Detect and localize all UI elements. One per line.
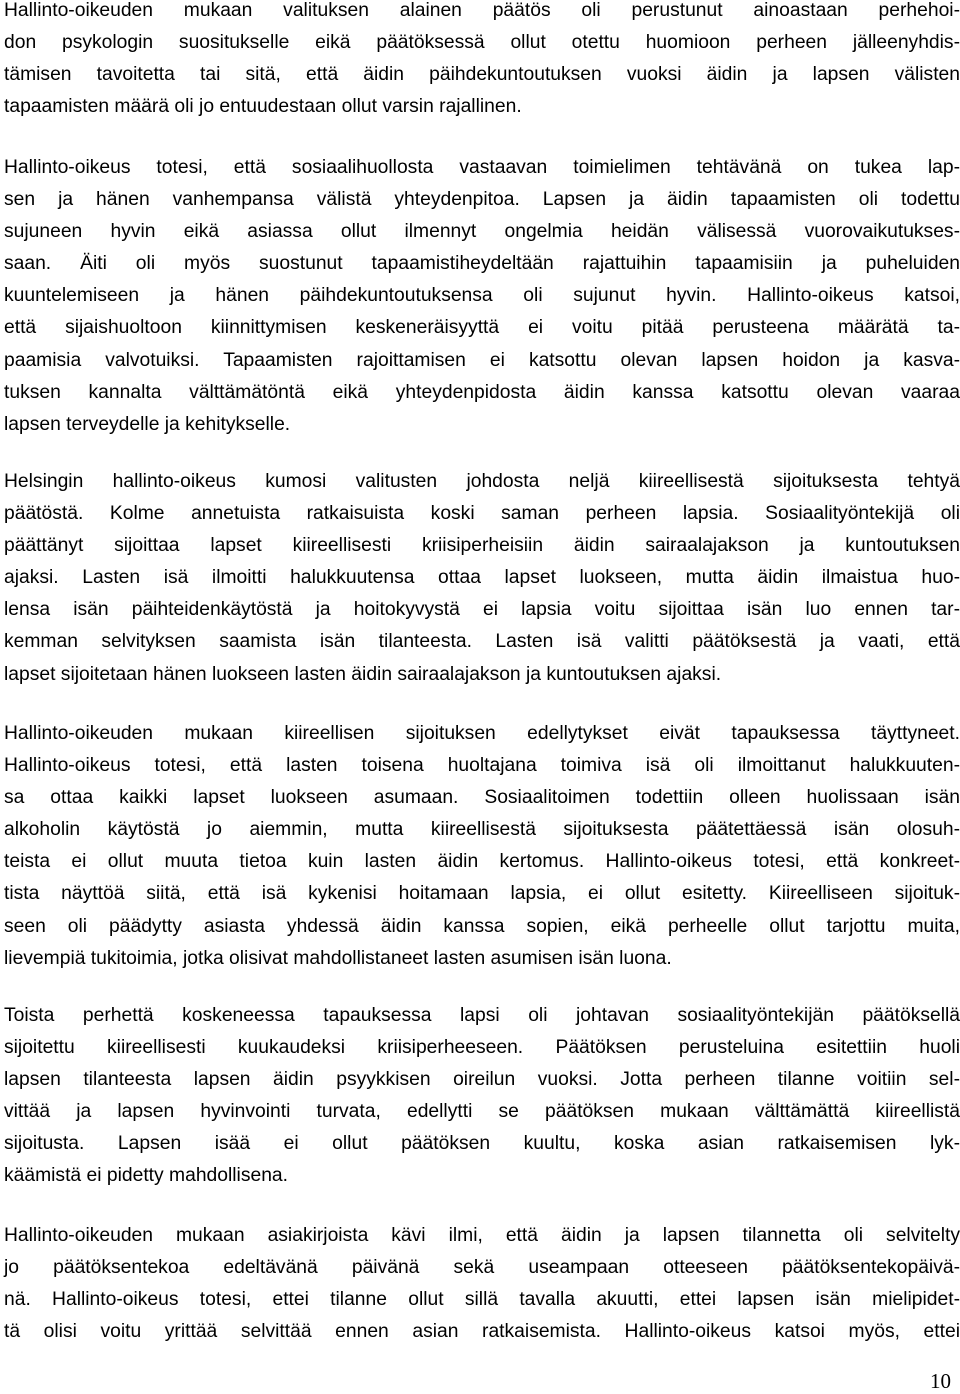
text-line: vittää ja lapsen hyvinvointi turvata, edellytti se päätöksen mukaan välttämättä kiireellistä (4, 1101, 960, 1123)
paragraph-6 (4, 1220, 960, 1348)
text-line: Hallinto-oikeuden mukaan valituksen alainen päätös oli perustunut ainoastaan perhehoi- (4, 0, 960, 21)
text-line: sa ottaa kaikki lapset luokseen asumaan. Sosiaalitoimen todettiin olleen huolissaan isän (4, 787, 960, 809)
text-line: lapset sijoitetaan hänen luokseen lasten äidin sairaalajakson ja kuntoutuksen ajaksi. (4, 663, 722, 685)
text-line: kemman selvityksen saamista isän tilanteesta. Lasten isä valitti päätöksestä ja vaati, että (4, 631, 960, 653)
text-line: käämistä ei pidetty mahdollisena. (4, 1165, 289, 1187)
text-line: tämisen tavoitetta tai sitä, että äidin päihdekuntoutuksen vuoksi äidin ja lapsen välisten (4, 64, 960, 86)
text-line: lensa isän päihteidenkäytöstä ja hoitokyvystä ei lapsia voitu sijoittaa isän luo ennen tar- (4, 599, 960, 621)
text-line: päättänyt sijoittaa lapset kiireellisesti kriisiperheisiin äidin sairaalajakson ja kuntoutuksen (4, 535, 960, 557)
text-line: saan. Äiti oli myös suostunut tapaamistiheydeltään rajattuihin tapaamisiin ja puheluiden (4, 253, 960, 275)
text-line: Hallinto-oikeuden mukaan asiakirjoista kävi ilmi, että äidin ja lapsen tilannetta oli selvitelty (4, 1225, 960, 1246)
text-line: sijoitusta. Lapsen isää ei ollut päätöksen kuultu, koska asian ratkaisemisen lyk- (4, 1133, 960, 1155)
paragraph-2 (4, 152, 960, 441)
paragraph-1 (4, 0, 960, 123)
text-line: tista näyttöä siitä, että isä kykenisi hoitamaan lapsia, ei ollut esitetty. Kiireelliseen sijoituk- (4, 883, 960, 905)
text-line: alkoholin käytöstä jo aiemmin, mutta kiireellisestä sijoituksesta päätettäessä isän olosuh- (4, 819, 960, 841)
text-line: Toista perhettä koskeneessa tapauksessa lapsi oli johtavan sosiaalityöntekijän päätöksellä (4, 1005, 960, 1026)
text-line: Hallinto-oikeuden mukaan kiireellisen sijoituksen edellytykset eivät tapauksessa täyttyneet. (4, 723, 960, 744)
paragraph-5 (4, 1000, 960, 1193)
text-line: tä olisi voitu yrittää selvittää ennen asian ratkaisemista. Hallinto-oikeus katsoi myös, ettei (4, 1321, 960, 1343)
paragraph-4 (4, 718, 960, 975)
text-line: paamisia valvotuiksi. Tapaamisten rajoittamisen ei katsottu olevan lapsen hoidon ja kasva- (4, 349, 960, 371)
text-line: Helsingin hallinto-oikeus kumosi valitusten johdosta neljä kiireellisestä sijoituksesta tehtyä (4, 471, 960, 492)
text-line: jo päätöksentekoa edeltävänä päivänä sekä useampaan otteeseen päätöksentekopäivä- (4, 1257, 960, 1279)
text-line: tuksen kannalta välttämätöntä eikä yhteydenpidosta äidin kanssa katsottu olevan vaaraa (4, 381, 960, 403)
text-line: päätöstä. Kolme annetuista ratkaisuista koski saman perheen lapsia. Sosiaalityöntekijä oli (4, 503, 960, 525)
text-line: lapsen tilanteesta lapsen äidin psyykkisen oireilun vuoksi. Jotta perheen tilanne voitiin sel- (4, 1069, 960, 1091)
text-line: nä. Hallinto-oikeus totesi, ettei tilanne ollut sillä tavalla akuutti, ettei lapsen isän mielipidet- (4, 1289, 960, 1311)
text-line: että sijaishuoltoon kiinnittymisen keskeneräisyyttä ei voitu pitää perusteena määrätä ta- (4, 317, 960, 339)
text-line: tapaamisten määrä oli jo entuudestaan ollut varsin rajallinen. (4, 96, 522, 118)
text-line: sen ja hänen vanhempansa välistä yhteydenpitoa. Lapsen ja äidin tapaamisten oli todettu (4, 189, 960, 211)
text-line: seen oli päädytty asiasta yhdessä äidin kanssa sopien, eikä perheelle ollut tarjottu muita, (4, 915, 960, 937)
text-line: Hallinto-oikeus totesi, että sosiaalihuollosta vastaavan toimielimen tehtävänä on tukea lap- (4, 157, 960, 178)
text-line: ajaksi. Lasten isä ilmoitti halukkuutensa ottaa lapset luokseen, mutta äidin ilmaistua huo- (4, 567, 960, 589)
paragraph-3 (4, 466, 960, 691)
text-line: lievempiä tukitoimia, jotka olisivat mahdollistaneet lasten asumisen isän luona. (4, 947, 672, 969)
text-line: don psykologin suositukselle eikä päätöksessä ollut otettu huomioon perheen jälleenyhdis- (4, 32, 960, 54)
page-number: 10 (930, 1369, 951, 1393)
text-line: teista ei ollut muuta tietoa kuin lasten äidin kertomus. Hallinto-oikeus totesi, että konkreet- (4, 851, 960, 873)
text-line: lapsen terveydelle ja kehitykselle. (4, 413, 291, 435)
text-line: sujuneen hyvin eikä asiassa ollut ilmennyt ongelmia heidän välisessä vuorovaikutukses- (4, 221, 960, 243)
text-line: kuuntelemiseen ja hänen päihdekuntoutuksensa oli sujunut hyvin. Hallinto-oikeus katsoi, (4, 285, 960, 307)
text-line: Hallinto-oikeus totesi, että lasten toisena huoltajana toimiva isä oli ilmoittanut halukkuuten- (4, 755, 960, 777)
text-line: sijoitettu kiireellisesti kuukaudeksi kriisiperheeseen. Päätöksen perusteluina esitettiin huoli (4, 1037, 960, 1059)
